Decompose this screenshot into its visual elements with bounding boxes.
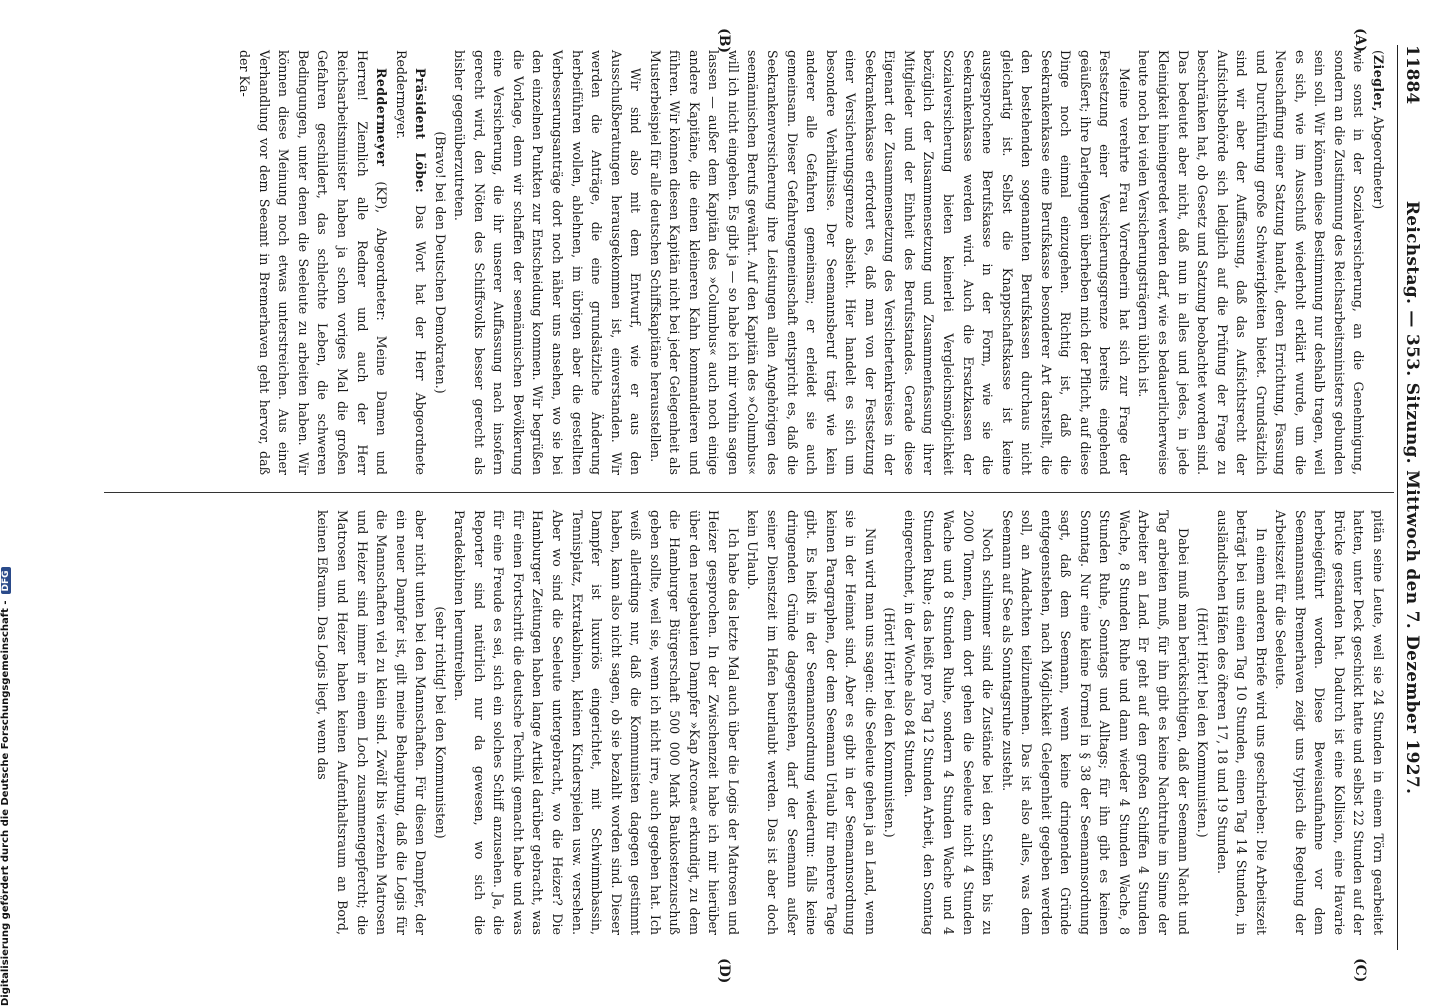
interjection: (Bravo! bei den Deutschen Demokraten.) [432, 131, 448, 394]
page-header [1397, 45, 1424, 950]
paragraph: Noch schlimmer sind die Zustände bei den Schiffen bis zu 2000 Tonnen, denn dort gehen die Seeleute nicht 4 Stunden Wache und 8 Stunden Ruhe, sondern 4 Stunden Wache und 4 Stunden Ruhe; das heißt pro Tag 12 Stunden Arbeit, den Sonntag eingerechnet, in der Woche also 84 Stunden. [901, 510, 996, 935]
interjection: (sehr richtig! bei den Kommunisten) [432, 606, 448, 839]
interjection: (Hört! Hört! bei den Kommunisten.) [1195, 607, 1211, 838]
dfg-logo: DFG [1, 567, 11, 594]
paragraph: wie sonst in der Sozialversicherung, an die Genehmigung, sondern an die Zustimmung des Reichsarbeitsministers gebunden sein soll. Wir können diese Bestimmung nur deshalb tragen, weil es sich, wie im Ausschuß wiederholt erklärt wurde, um die Neuschaffung einer Satzung handelt, deren Errichtung, Fassung und Durchführung große Schwierigkeiten bietet. Grundsätzlich sind wir aber der Auffassung, daß das Aufsichtsrecht der Aufsichtsbehörde sich lediglich auf die Prüfung der Frage zu beschränken hat, ob Gesetz und Satzung beobachtet worden sind. Das bedeutet aber nicht, daß nun in alles und jedes, in jede Kleinigkeit hineingeredet werden darf, wie es bedauerlicherweise heute noch bei vielen Versicherungsträgern üblich ist. [1136, 50, 1367, 475]
paragraph: Nun wird man uns sagen: die Seeleute gehen ja an Land, wenn sie in der Heimat sind. Aber es gibt in der Seemannsordnung keinen Paragraphen, der dem Seemann Urlaub für mehrere Tage gibt. Es heißt in der Seemannsordnung wiederum: falls keine dringenden Gründe dagegenstehen, darf der Seemann außer seiner Dienstzeit im Hafen beurlaubt werden. Das ist aber doch kein Urlaub. [745, 510, 878, 935]
credit-text: Digitalisierung gefördert durch die Deutsche Forschungsgemeinschaft - [0, 600, 11, 1006]
paragraph: pitän seine Leute, weil sie 24 Stunden in einem Törn gearbeitet hatten, unter Deck geschickt hatte und selbst 22 Stunden auf der Brücke gestanden hat. Dadurch ist eine Kollision, eine Havarie herbeigeführt worden. Diese Beweisaufnahme vor dem Seemannsamt Bremerhaven zeigt uns typisch die Regelung der Arbeitszeit für die Seeleute. [1273, 510, 1386, 935]
page-number: 11884 [1402, 45, 1422, 105]
margin-marker-c: (C) [1352, 958, 1368, 983]
paragraph: Ich habe das letzte Mal auch über die Logis der Matrosen und Heizer gesprochen. In der Zwischenzeit habe ich mir hierüber über den neugebauten Dampfer »Kap Arcona« erkundigt, zu dem die Hamburger Bürgerschaft 500 000 Mark Baukostenzuschuß geben sollte, weil sie, wenn ich nicht irre, auch gegeben hat. Ich weiß allerdings nur, daß die Kommunisten dagegen gestimmt haben, kann also nicht sagen, ob sie bezahlt worden sind. Dieser Dampfer ist luxuriös eingerichtet, mit Schwimmbassin, Tennisplatz, Extrakabinen, kleinen Kinderspielen usw. versehen. Aber wo sind die Seeleute untergebracht, wo die Heizer? Die Hamburger Zeitungen haben lange Artikel darüber gebracht, was für einen Fortschritt die deutsche Technik gemacht habe und was für eine Freude es sei, sich ein solches Schiff anzusehen. Ja, die Reporter sind natürlich nur da gewesen, wo sich die Paradekabinen herumtreiben. [452, 510, 741, 935]
paragraph: Meine verehrte Frau Vorrednerin hat sich zur Frage der Festsetzung einer Versicherungsgrenze bereits eingehend geäußert; ihre Darlegungen überheben mich der Pflicht, auf diese Dinge noch einmal einzugehen. Richtig ist, daß die Seekrankenkasse eine Berufskasse besonderer Art darstellt, die den bestehenden sogenannten Berufskassen durchaus nicht gleichartig ist. Selbst die Knappschaftskasse ist keine ausgesprochene Berufskasse in der Form, wie sie die Seekrankenkasse werden wird. Auch die Ersatzkassen der Sozialversicherung bieten keinerlei Vergleichsmöglichkeit bezüglich der Zusammensetzung und Zusammenfassung ihrer Mitglieder und der Einheit des Berufsstandes. Gerade diese Eigenart der Zusammensetzung des Versichertenkreises in der Seekrankenkasse erfordert es, daß man von der Festsetzung einer Versicherungsgrenze absieht. Hier handelt es sich um besondere Verhältnisse. Der Seemannsberuf trägt wie kein anderer alle Gefahren gemeinsam; er erleidet sie auch gemeinsam. Dieser Gefahrengemeinschaft entspricht es, daß die Seekrankenversicherung ihre Leistungen allen Angehörigen des seemännischen Berufs gewährt. Auf den Kapitän des »Columbus« will ich nicht eingehen. Es gibt ja — so habe ich mir vorhin sagen lassen — außer dem Kapitän des »Columbus« auch noch einige andere Kapitäne, die einen kleineren Kahn kommandieren und führen. Wir können diesen Kapitän nicht bei jeder Gelegenheit als Musterbeispiel für alle deutschen Schiffskapitäne herausstellen. [647, 50, 1132, 475]
president-statement: Präsident Löbe: Das Wort hat der Herr Abgeordnete Reddermeyer. [393, 50, 429, 475]
speaker-name: Präsident Löbe: [413, 68, 429, 194]
digitization-credit [0, 6, 14, 1006]
speaker-continuation: (Ziegler, Abgeordneter) [1371, 50, 1386, 210]
right-column [313, 510, 1388, 935]
paragraph: In einem anderen Briefe wird uns geschrieben: Die Arbeitszeit beträgt bei uns einen Tag 10 Stunden, einen Tag 14 Stunden, in ausländischen Häfen des öfteren 17, 18 und 19 Stunden. [1214, 510, 1269, 935]
margin-marker-d: (D) [716, 958, 732, 984]
speaker-paragraph: Reddermeyer (KP), Abgeordneter: Meine Damen und Herren! Ziemlich alle Redner und auch der Herr Reichsarbeitsminister haben ja schon voriges Mal die großen Gefahren geschildert, das schlechte Leben, die schweren Bedingungen, unter denen die Seeleute zu arbeiten haben. Wir können diese Meinung noch etwas unterstreichen. Aus einer Verhandlung vor dem Seeamt in Bremerhaven geht hervor, daß der Ka- [237, 50, 390, 475]
paragraph: Dabei muß man berücksichtigen, daß der Seemann Nacht und Tag arbeiten muß, für ihn gibt es keine Nachtruhe im Sinne der Arbeiter an Land. Er geht auf den großen Schiffen 4 Stunden Wache, 8 Stunden Ruhe und dann wieder 4 Stunden Wache, 8 Stunden Ruhe, Sonntags und Alltags; für ihn gibt es keinen Sonntag. Nur eine kleine Formel in § 38 der Seemannsordnung sagt, daß dem Seemann, wenn keine dringenden Gründe entgegenstehen, nach Möglichkeit Gelegenheit gegeben werden soll, an Andachten teilzunehmen. Das ist also alles, was dem Seemann auf See als Sonntagsruhe zusteht. [999, 510, 1191, 935]
interjection: (Hört! Hört! bei den Kommunisten.) [882, 607, 898, 838]
left-column [235, 50, 1388, 475]
speaker-name: Ziegler, [1371, 54, 1386, 112]
margin-marker-b: (B) [716, 28, 732, 54]
speaker-name: Reddermeyer [374, 68, 390, 167]
paragraph: aber nicht unten bei den Mannschaften. Für diesen Dampfer, der ein neuer Dampfer ist, gilt meine Behauptung, daß die Logis für die Mannschaften viel zu klein sind. Zwölf bis vierzehn Matrosen und Heizer sind immer in einem Loch zusammengepfercht; die Matrosen und Heizer haben keinen Aufenthaltsraum an Bord, keinen Eßraum. Das Logis liegt, wenn das [315, 510, 429, 935]
page-title: Reichstag. — 353. Sitzung. Mittwoch den 7. Dezember 1927. [1402, 200, 1422, 795]
paragraph: Wir sind also mit dem Entwurf, wie er aus den Ausschußberatungen herausgekommen ist, einverstanden. Wir werden die Anträge, die eine grundsätzliche Änderung herbeiführen wollen, ablehnen, im übrigen aber die gestellten Verbesserungsanträge dort noch näher uns ansehen, wo sie bei den einzelnen Punkten zur Entscheidung kommen. Wir begrüßen die Vorlage, denn wir schaffen der seemännischen Bevölkerung eine Versicherung, die ihr unserer Auffassung nach insofern gerecht wird, den Nöten des Schiffsvolks besser gerecht als bisher gegenüberzutreten. [452, 50, 644, 475]
margin-marker-a: (A) [1352, 28, 1368, 53]
column-divider [104, 492, 1394, 493]
